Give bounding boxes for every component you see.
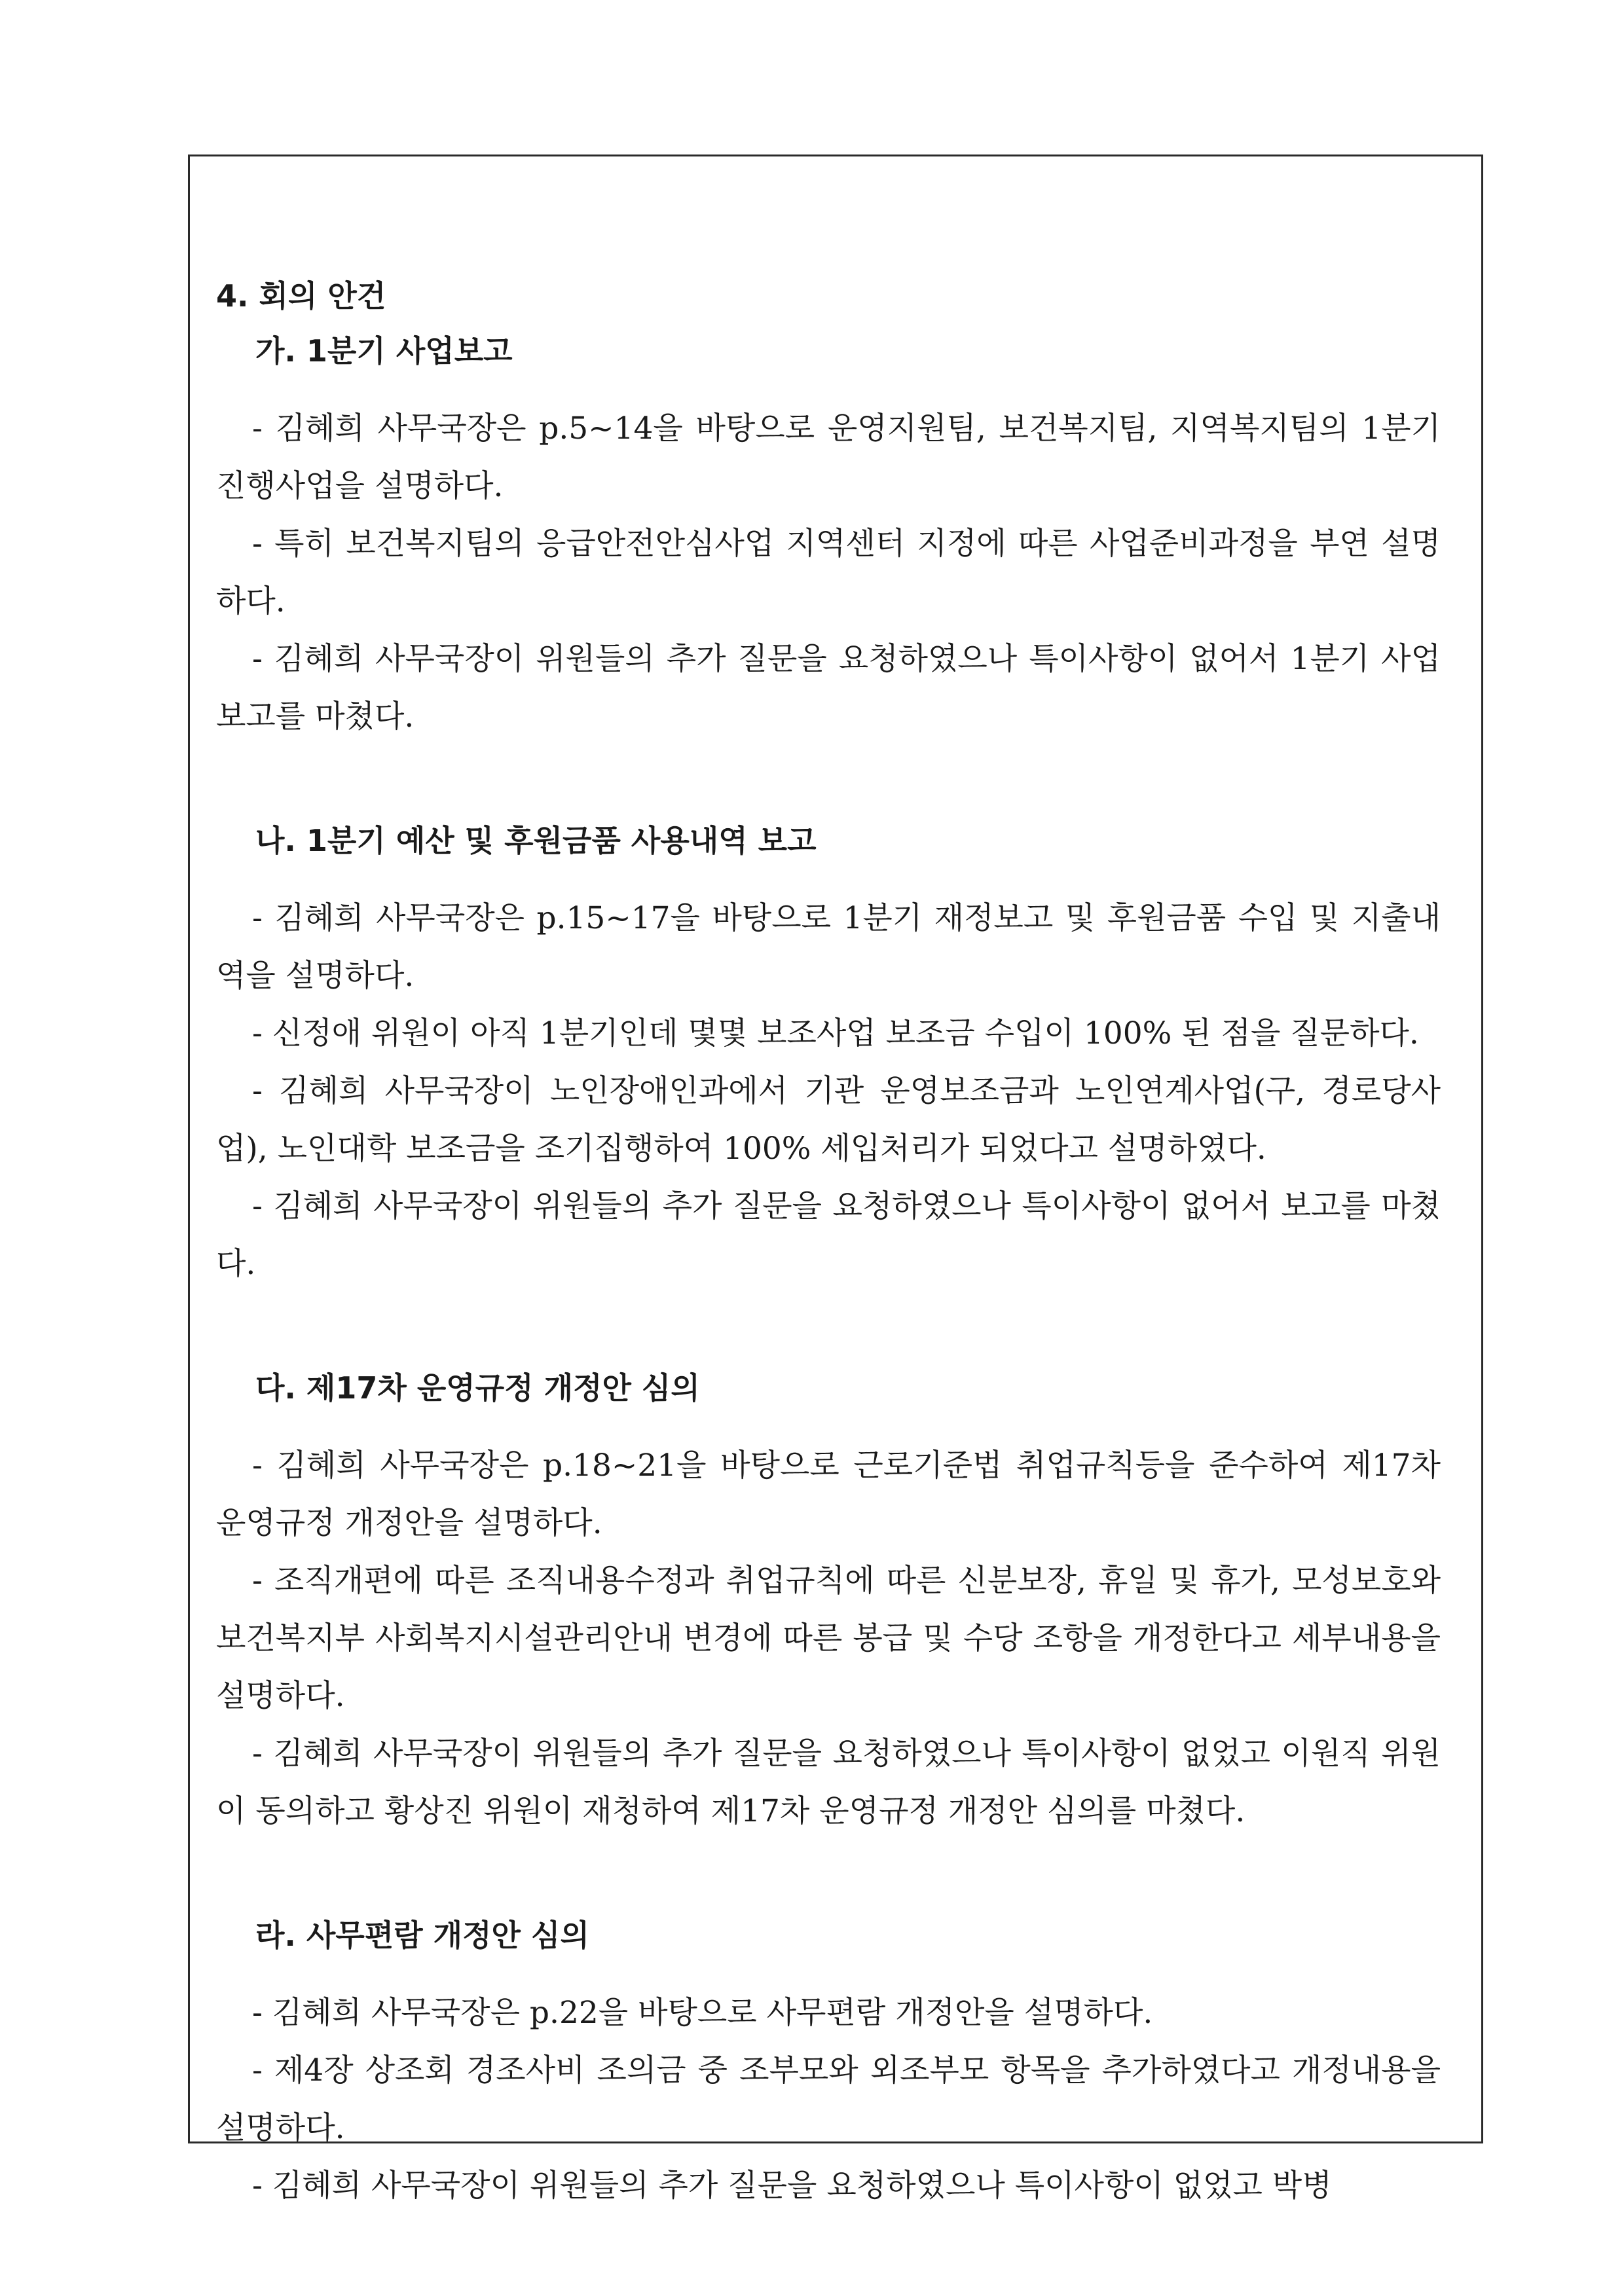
subsection-business-report <box>216 333 1441 746</box>
document-body <box>216 278 1441 2215</box>
paragraph: - 특히 보건복지팀의 응급안전안심사업 지역센터 지정에 따른 사업준비과정을 부연 설명하다. <box>216 526 1441 619</box>
paragraph: - 김혜희 사무국장은 p.15~17을 바탕으로 1분기 재정보고 및 후원금품 수입 및 지출내역을 설명하다. <box>216 900 1441 994</box>
paragraph: - 신정애 위원이 아직 1분기인데 몇몇 보조사업 보조금 수입이 100% 된 점을 질문하다. <box>252 1015 1419 1051</box>
paragraph: - 김혜희 사무국장은 p.18~21을 바탕으로 근로기준법 취업규칙등을 준수하여 제17차 운영규정 개정안을 설명하다. <box>216 1448 1441 1541</box>
subsection-regulation-review <box>216 1370 1441 1840</box>
paragraph: - 김혜희 사무국장이 위원들의 추가 질문을 요청하였으나 특이사항이 없어서 보고를 마쳤다. <box>216 1188 1441 1282</box>
paragraph: - 김혜희 사무국장이 위원들의 추가 질문을 요청하였으나 특이사항이 없었고 박병 <box>252 2168 1332 2204</box>
paragraph: - 김혜희 사무국장이 노인장애인과에서 기관 운영보조금과 노인연계사업(구, 경로당사업), 노인대학 보조금을 조기집행하여 100% 세입처리가 되었다고 설명하였다. <box>216 1073 1441 1167</box>
paragraph: - 제4장 상조회 경조사비 조의금 중 조부모와 외조부모 항목을 추가하였다고 개정내용을 설명하다. <box>216 2052 1441 2146</box>
subsection-heading: 가. 1분기 사업보고 <box>255 333 513 369</box>
subsection-heading: 다. 제17차 운영규정 개정안 심의 <box>255 1370 700 1406</box>
paragraph: - 김혜희 사무국장이 위원들의 추가 질문을 요청하였으나 특이사항이 없어서 1분기 사업보고를 마쳤다. <box>216 641 1441 735</box>
paragraph: - 김혜희 사무국장은 p.22을 바탕으로 사무편람 개정안을 설명하다. <box>252 1995 1153 2031</box>
section-title: 4. 회의 안건 <box>216 278 386 314</box>
paragraph: - 김혜희 사무국장은 p.5~14을 바탕으로 운영지원팀, 보건복지팀, 지역복지팀의 1분기 진행사업을 설명하다. <box>216 410 1441 504</box>
subsection-budget-report <box>216 823 1441 1293</box>
paragraph: - 조직개편에 따른 조직내용수정과 취업규칙에 따른 신분보장, 휴일 및 휴가, 모성보호와 보건복지부 사회복지시설관리안내 변경에 따른 봉급 및 수당 조항을 개정한다고 세부내용을 설명하다. <box>216 1563 1441 1714</box>
paragraph: - 김혜희 사무국장이 위원들의 추가 질문을 요청하였으나 특이사항이 없었고 이원직 위원이 동의하고 황상진 위원이 재청하여 제17차 운영규정 개정안 심의를 마쳤다. <box>216 1736 1441 1829</box>
subsection-heading: 라. 사무편람 개정안 심의 <box>255 1918 589 1953</box>
subsection-handbook-review <box>216 1918 1441 2215</box>
subsection-heading: 나. 1분기 예산 및 후원금품 사용내역 보고 <box>255 823 817 858</box>
